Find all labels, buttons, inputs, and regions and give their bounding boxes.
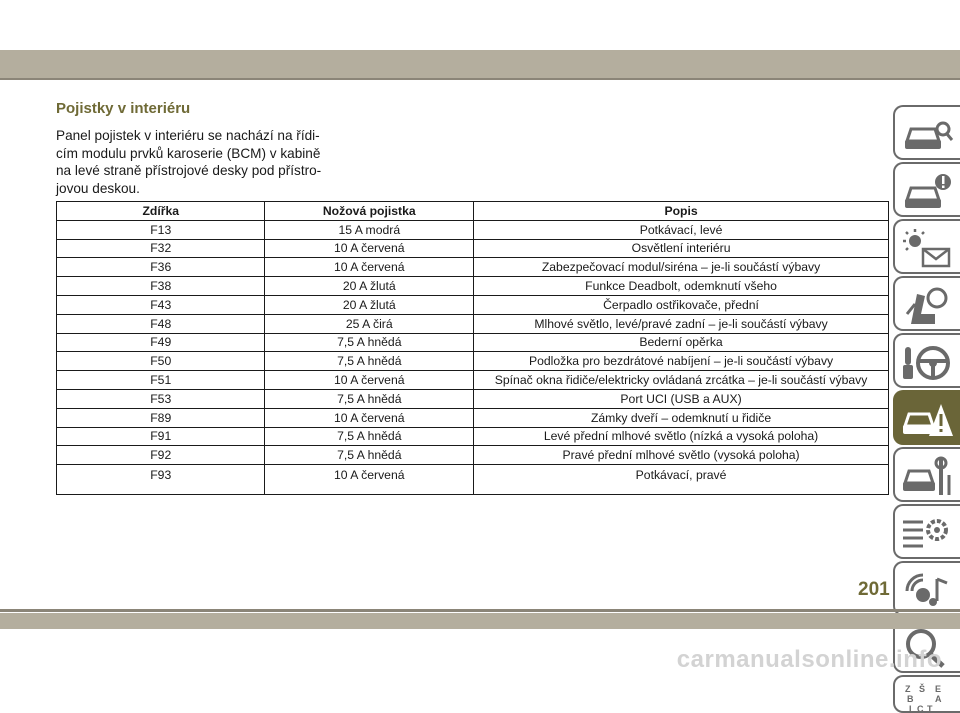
specifications-gear-icon [901, 512, 953, 556]
page-number: 201 [858, 579, 890, 600]
cavity-cell: F49 [57, 333, 265, 352]
header-cavity: Zdířka [57, 202, 265, 221]
tab-index[interactable] [893, 675, 960, 713]
index-letter: Z [905, 684, 911, 694]
table-row [57, 314, 889, 333]
fuse-cell: 15 A modrá [265, 220, 474, 239]
footer-band [0, 613, 960, 629]
tab-starting-and-operating[interactable] [893, 333, 960, 388]
description-cell: Port UCI (USB a AUX) [474, 389, 889, 408]
table-header-row [57, 202, 889, 221]
tab-safety[interactable] [893, 276, 960, 331]
fuse-cell: 25 A čirá [265, 314, 474, 333]
fuse-table [56, 201, 889, 495]
fuse-cell: 20 A žlutá [265, 277, 474, 296]
table-row [57, 277, 889, 296]
index-letter: C [917, 704, 924, 713]
car-warning-icon [901, 398, 953, 442]
multimedia-icon [901, 569, 953, 613]
index-letter: Š [919, 684, 926, 694]
tab-know-your-vehicle[interactable] [893, 105, 960, 160]
table-row [57, 220, 889, 239]
intro-line: na levé straně přístrojové desky pod přístro- [56, 163, 322, 178]
index-alphabet-icon [901, 683, 953, 713]
table-row [57, 258, 889, 277]
tab-multimedia[interactable] [893, 561, 960, 616]
intro-line: jovou deskou. [56, 180, 140, 196]
description-cell: Potkávací, pravé [474, 465, 889, 495]
tab-dashboard-lights[interactable] [893, 219, 960, 274]
cavity-cell: F92 [57, 446, 265, 465]
table-row [57, 333, 889, 352]
intro-paragraph [56, 127, 331, 197]
description-cell: Funkce Deadbolt, odemknutí všeho [474, 277, 889, 296]
description-cell: Osvětlení interiéru [474, 239, 889, 258]
footer-rule [0, 609, 960, 612]
index-letter: B [907, 694, 914, 704]
cavity-cell: F50 [57, 352, 265, 371]
header-blade-fuse: Nožová pojistka [265, 202, 474, 221]
table-row [57, 295, 889, 314]
cavity-cell: F43 [57, 295, 265, 314]
cavity-cell: F91 [57, 427, 265, 446]
description-cell: Podložka pro bezdrátové nabíjení – je-li součástí výbavy [474, 352, 889, 371]
table-row [57, 371, 889, 390]
table-row [57, 408, 889, 427]
table-row [57, 389, 889, 408]
car-info-icon [901, 170, 953, 214]
cavity-cell: F38 [57, 277, 265, 296]
index-letter: I [909, 704, 912, 713]
tab-in-case-of-emergency[interactable] [893, 390, 960, 445]
description-cell: Pravé přední mlhové světlo (vysoká poloha) [474, 446, 889, 465]
dashboard-lights-message-icon [901, 227, 953, 271]
fuse-cell: 7,5 A hnědá [265, 333, 474, 352]
steering-wheel-icon [901, 341, 953, 385]
seat-airbag-icon [901, 284, 953, 328]
description-cell: Potkávací, levé [474, 220, 889, 239]
header-band [0, 50, 960, 78]
cavity-cell: F48 [57, 314, 265, 333]
intro-line: cím modulu prvků karoserie (BCM) v kabině [56, 145, 321, 161]
header-rule [0, 78, 960, 80]
fuse-cell: 7,5 A hnědá [265, 352, 474, 371]
index-letter: A [935, 694, 942, 704]
cavity-cell: F93 [57, 465, 265, 495]
fuse-cell: 10 A červená [265, 465, 474, 495]
cavity-cell: F32 [57, 239, 265, 258]
table-row [57, 446, 889, 465]
index-letter: E [935, 684, 942, 694]
fuse-cell: 7,5 A hnědá [265, 389, 474, 408]
table-row [57, 352, 889, 371]
tab-getting-to-know-instrument-panel[interactable] [893, 162, 960, 217]
fuse-cell: 20 A žlutá [265, 295, 474, 314]
table-row [57, 239, 889, 258]
table-row [57, 427, 889, 446]
table-row [57, 465, 889, 495]
index-letter: T [927, 704, 933, 713]
cavity-cell: F51 [57, 371, 265, 390]
description-cell: Čerpadlo ostřikovače, přední [474, 295, 889, 314]
description-cell: Levé přední mlhové světlo (nízká a vysoká poloha) [474, 427, 889, 446]
section-title: Pojistky v interiéru [56, 100, 191, 117]
description-cell: Spínač okna řidiče/elektricky ovládaná zrcátka – je-li součástí výbavy [474, 371, 889, 390]
description-cell: Zámky dveří – odemknutí u řidiče [474, 408, 889, 427]
fuse-cell: 7,5 A hnědá [265, 446, 474, 465]
tab-technical-specifications[interactable] [893, 504, 960, 559]
cavity-cell: F53 [57, 389, 265, 408]
description-cell: Bederní opěrka [474, 333, 889, 352]
header-description: Popis [474, 202, 889, 221]
fuse-cell: 10 A červená [265, 258, 474, 277]
description-cell: Mlhové světlo, levé/pravé zadní – je-li součástí výbavy [474, 314, 889, 333]
watermark: carmanualsonline.info [676, 646, 942, 673]
cavity-cell: F13 [57, 220, 265, 239]
fuse-cell: 7,5 A hnědá [265, 427, 474, 446]
fuse-cell: 10 A červená [265, 371, 474, 390]
cavity-cell: F36 [57, 258, 265, 277]
fuse-cell: 10 A červená [265, 239, 474, 258]
tab-servicing-and-maintenance[interactable] [893, 447, 960, 502]
intro-line: Panel pojistek v interiéru se nachází na řídi- [56, 128, 320, 143]
description-cell: Zabezpečovací modul/siréna – je-li součástí výbavy [474, 258, 889, 277]
fuse-cell: 10 A červená [265, 408, 474, 427]
car-search-icon [901, 113, 953, 157]
cavity-cell: F89 [57, 408, 265, 427]
car-service-icon [901, 455, 953, 499]
